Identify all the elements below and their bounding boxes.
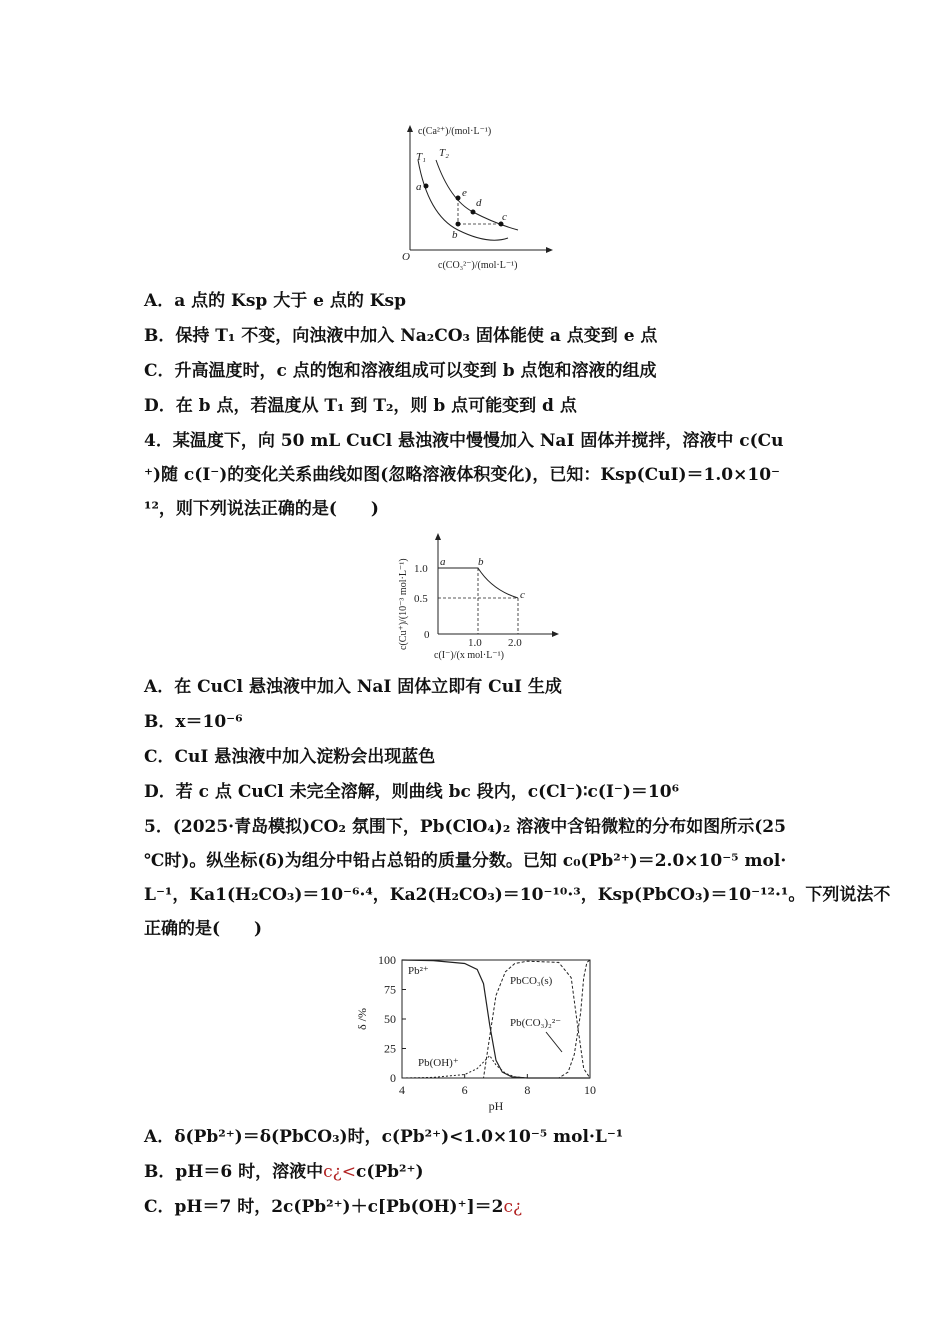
fig1-point-c: c	[502, 211, 507, 223]
annotation-arrow	[546, 1032, 562, 1052]
chart-ytick-label: 50	[384, 1012, 396, 1026]
q4-stem-line1: 4．某温度下，向 50 mL CuCl 悬浊液中慢慢加入 NaI 固体并搅拌，溶液中 c(Cu	[144, 431, 784, 451]
q5-option-b	[144, 1161, 424, 1183]
q4-option-c: C．CuI 悬浊液中加入淀粉会出现蓝色	[144, 747, 436, 767]
series-label-0: Pb²⁺	[408, 965, 429, 977]
fig1-label-t2: T₂	[439, 147, 449, 159]
q5-stem-line4: 正确的是( )	[144, 919, 263, 939]
fig1-point-b: b	[452, 229, 458, 241]
chart-ytick-label: 0	[390, 1071, 396, 1085]
q5-option-a: A．δ(Pb²⁺)＝δ(PbCO₃)时，c(Pb²⁺)<1.0×10⁻⁵ mol·L⁻¹	[144, 1127, 624, 1147]
q4-stem-line3: ¹²，则下列说法正确的是( )	[144, 499, 379, 519]
chart-xtick-label: 10	[584, 1083, 596, 1097]
figure-solubility-curves	[398, 120, 558, 280]
q3-option-c: C．升高温度时，c 点的饱和溶液组成可以变到 b 点饱和溶液的组成	[144, 361, 657, 381]
series-label-2: PbCO₃(s)	[510, 975, 553, 987]
series-label-3: Pb(CO₃)₂²⁻	[510, 1017, 561, 1029]
q3-option-b: B．保持 T₁ 不变，向浊液中加入 Na₂CO₃ 固体能使 a 点变到 e 点	[144, 326, 658, 346]
chart-xtick-label: 6	[461, 1083, 468, 1097]
chart-xtick-label: 8	[524, 1083, 531, 1097]
fig1-label-t1: T₁	[416, 151, 426, 163]
fig2-ytick-0: 0	[424, 629, 430, 641]
fig1-y-axis: c(Ca²⁺)/(mol·L⁻¹)	[418, 126, 492, 137]
chart-xtick-label: 4	[399, 1083, 405, 1097]
q5-stem-line1: 5．(2025·青岛模拟)CO₂ 氛围下，Pb(ClO₄)₂ 溶液中含铅微粒的分布如图所示(25	[144, 817, 786, 837]
q5-option-b-garbled: c¿<	[323, 1162, 356, 1182]
q3-option-a: A．a 点的 Ksp 大于 e 点的 Ksp	[144, 291, 406, 311]
fig2-y-axis: c(Cu⁺)/(10⁻³ mol·L⁻¹)	[398, 558, 409, 650]
chart-ylabel: δ /%	[355, 1008, 369, 1030]
q5-option-b-pre: B．pH＝6 时，溶液中	[144, 1162, 324, 1182]
q3-option-d: D．在 b 点，若温度从 T₁ 到 T₂，则 b 点可能变到 d 点	[144, 396, 577, 416]
fig2-point-c: c	[520, 589, 525, 601]
q5-stem-line3: L⁻¹，Ka1(H₂CO₃)＝10⁻⁶·⁴，Ka2(H₂CO₃)＝10⁻¹⁰·³，Ksp(PbCO₃)＝10⁻¹²·¹。下列说法不	[144, 885, 891, 905]
fig2-point-a: a	[440, 556, 446, 568]
figure-lead-distribution	[350, 948, 610, 1118]
figure-cu-i-curve	[392, 530, 562, 665]
fig1-point-e: e	[462, 187, 467, 199]
q4-option-b: B．x＝10⁻⁶	[144, 712, 243, 732]
q4-stem-line2: ⁺)随 c(I⁻)的变化关系曲线如图(忽略溶液体积变化)，已知：Ksp(CuI)＝1.0×10⁻	[144, 465, 780, 485]
fig2-ytick-05: 0.5	[414, 593, 428, 605]
chart-xlabel: pH	[488, 1099, 504, 1113]
chart-ytick-label: 100	[378, 953, 396, 967]
q5-option-c	[144, 1196, 522, 1218]
fig1-origin: O	[402, 251, 410, 263]
series-label-1: Pb(OH)⁺	[418, 1057, 459, 1069]
chart-ytick-label: 75	[384, 982, 396, 997]
fig2-xtick-1: 1.0	[468, 637, 482, 649]
q4-option-d: D．若 c 点 CuCl 未完全溶解，则曲线 bc 段内，c(Cl⁻)∶c(I⁻)＝10⁶	[144, 782, 680, 802]
q5-option-b-post: c(Pb²⁺)	[355, 1162, 424, 1182]
fig1-point-a: a	[416, 181, 422, 193]
fig2-point-b: b	[478, 556, 484, 568]
q5-option-c-pre: C．pH＝7 时，2c(Pb²⁺)＋c[Pb(OH)⁺]＝2	[144, 1197, 504, 1217]
q4-option-a: A．在 CuCl 悬浊液中加入 NaI 固体立即有 CuI 生成	[144, 677, 562, 697]
chart-ytick-label: 25	[384, 1041, 396, 1056]
fig1-x-axis: c(CO₃²⁻)/(mol·L⁻¹)	[438, 260, 518, 271]
fig2-x-axis: c(I⁻)/(x mol·L⁻¹)	[434, 650, 504, 661]
fig1-point-d: d	[476, 197, 482, 209]
q5-option-c-garbled: c¿	[503, 1197, 523, 1217]
curve-t1	[418, 160, 508, 240]
fig2-ytick-1: 1.0	[414, 563, 428, 575]
q5-stem-line2: ℃时)。纵坐标(δ)为组分中铅占总铅的质量分数。已知 c₀(Pb²⁺)＝2.0×10⁻⁵ mol·	[144, 851, 787, 871]
fig2-xtick-2: 2.0	[508, 637, 522, 649]
